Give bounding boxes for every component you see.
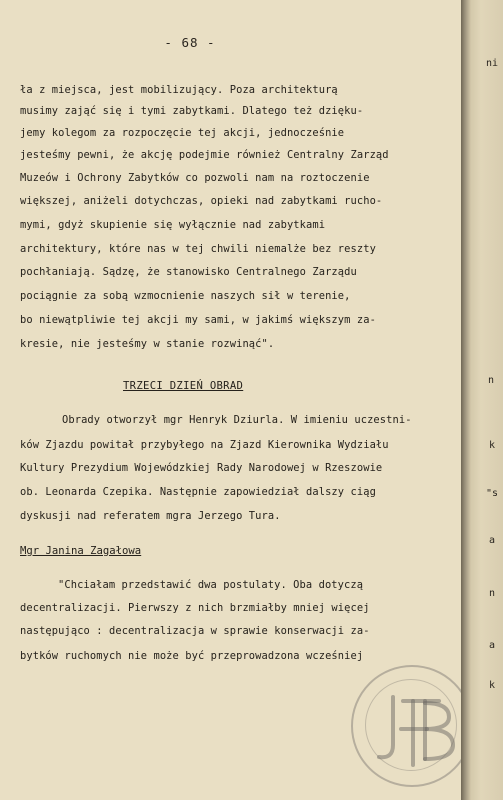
text-line: architektury, które nas w tej chwili niemalże bez reszty [20, 243, 376, 255]
stamp-monogram-icon [353, 667, 461, 785]
text-line: ła z miejsca, jest mobilizujący. Poza architekturą [20, 84, 338, 96]
text-line: Obrady otworzył mgr Henryk Dziurla. W imieniu uczestni- [62, 414, 412, 426]
margin-fragment: "s [486, 488, 499, 499]
text-line: jemy kolegom za rozpoczęcie tej akcji, jednocześnie [20, 127, 345, 139]
margin-fragment: k [489, 680, 496, 691]
text-line: ków Zjazdu powitał przybyłego na Zjazd Kierownika Wydziału [20, 439, 389, 451]
margin-fragment: n [488, 375, 495, 386]
text-line: Muzeów i Ochrony Zabytków co pozwoli nam na roztoczenie [20, 172, 370, 184]
text-line: dyskusji nad referatem mgra Jerzego Tura. [20, 510, 281, 522]
margin-fragment: a [489, 640, 496, 651]
text-line: kresie, nie jesteśmy w stanie rozwinąć". [20, 338, 275, 350]
section-heading: TRZECI DZIEŃ OBRAD [123, 380, 244, 392]
text-line: bo niewątpliwie tej akcji my sami, w jakimś większym za- [20, 314, 376, 326]
text-line: Kultury Prezydium Wojewódzkiej Rady Narodowej w Rzeszowie [20, 462, 383, 474]
text-line: jesteśmy pewni, że akcję podejmie również Centralny Zarząd [20, 149, 389, 161]
text-line: ob. Leonarda Czepika. Następnie zapowiedział dalszy ciąg [20, 486, 376, 498]
text-line: musimy zająć się i tymi zabytkami. Dlatego też dzięku- [20, 105, 364, 117]
archive-stamp [351, 665, 461, 787]
speaker-name: Mgr Janina Zagałowa [20, 545, 142, 557]
text-line: "Chciałam przedstawić dwa postulaty. Oba dotyczą [58, 579, 364, 591]
text-line: większej, aniżeli dotychczas, opieki nad zabytkami rucho- [20, 195, 383, 207]
text-line: decentralizacji. Pierwszy z nich brzmiałby mniej więcej [20, 602, 370, 614]
text-line: bytków ruchomych nie może być przeprowadzona wcześniej [20, 650, 364, 662]
text-line: pociągnie za sobą wzmocnienie naszych sił w terenie, [20, 290, 351, 302]
adjacent-page-edge [461, 0, 503, 800]
text-line: następująco : decentralizacja w sprawie konserwacji za- [20, 625, 370, 637]
text-line: mymi, gdyż skupienie się wyłącznie nad zabytkami [20, 219, 326, 231]
margin-fragment: a [489, 535, 496, 546]
text-line: pochłaniają. Sądzę, że stanowisko Centralnego Zarządu [20, 266, 357, 278]
page-number: - 68 - [164, 35, 216, 50]
margin-fragment: ni [486, 58, 499, 69]
margin-fragment: n [489, 588, 496, 599]
margin-fragment: k [489, 440, 496, 451]
